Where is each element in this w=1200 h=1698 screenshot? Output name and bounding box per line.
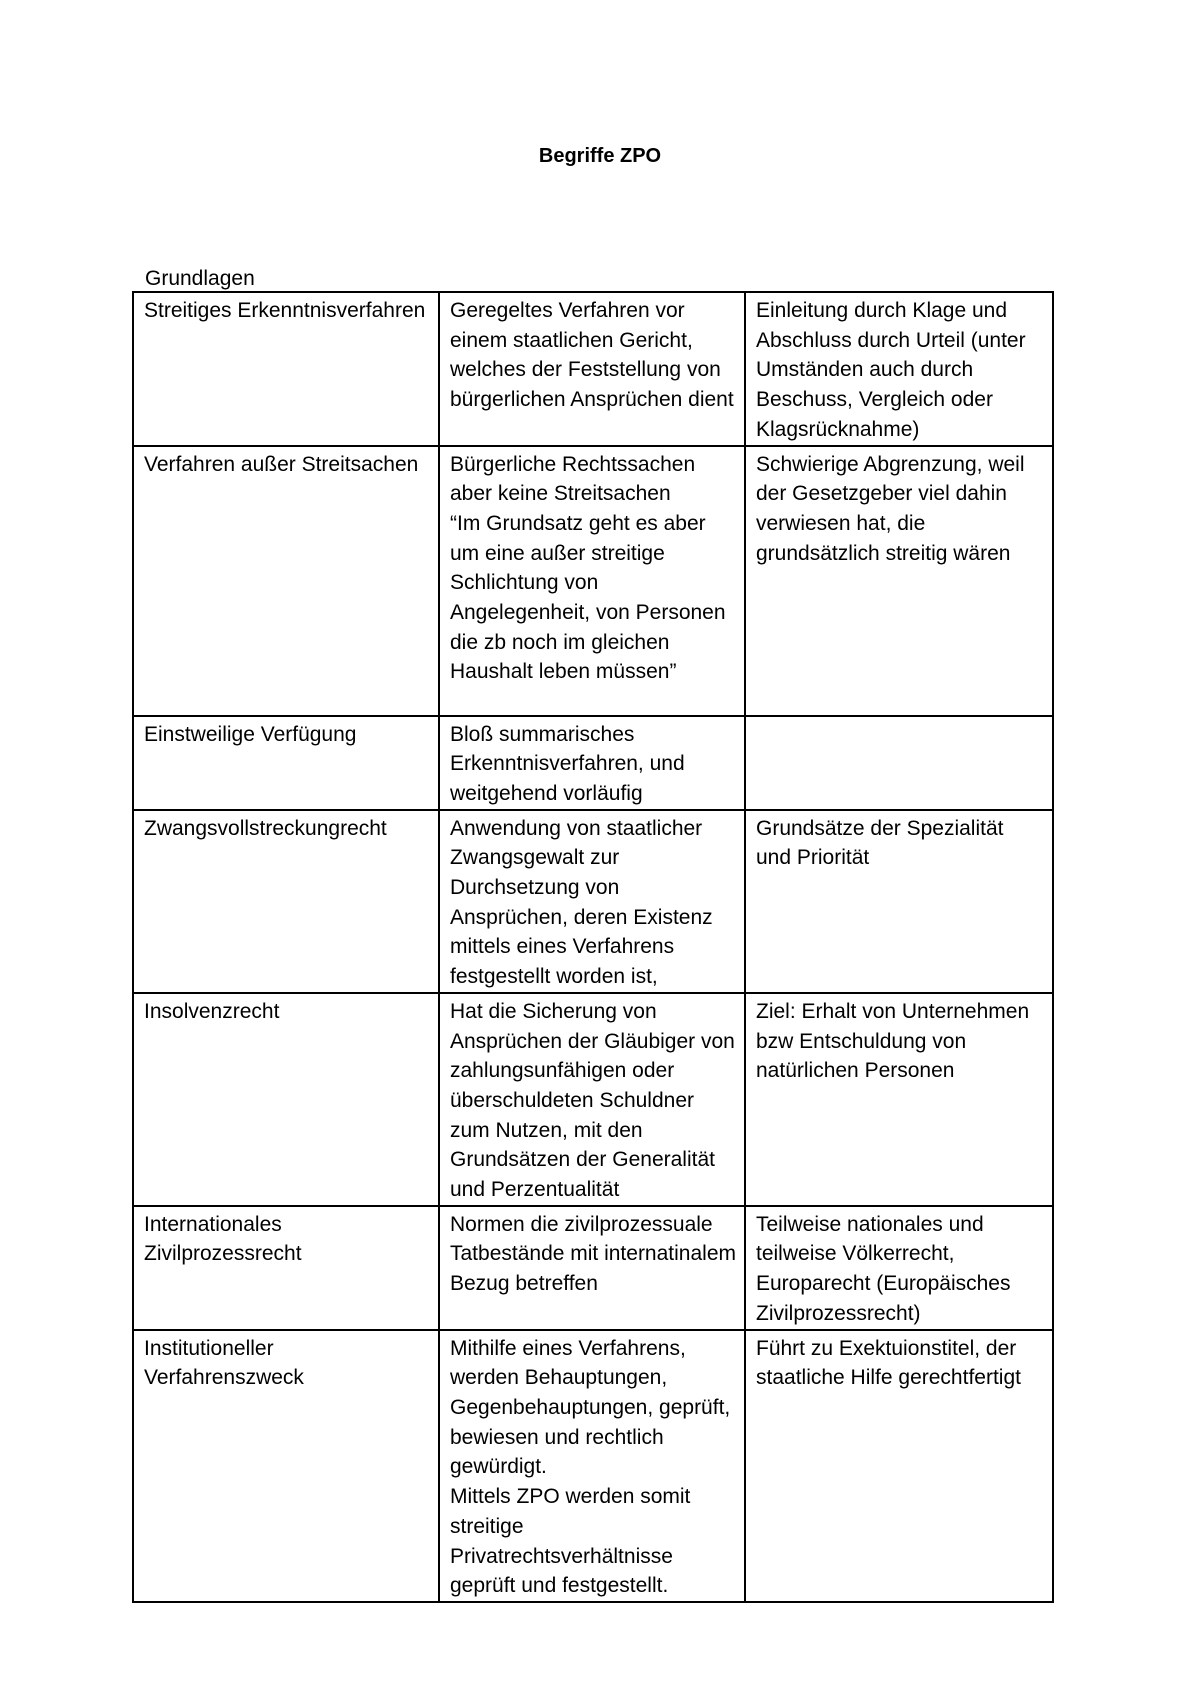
section-heading: Grundlagen — [145, 267, 255, 290]
term-cell: Zwangsvollstreckungrecht — [133, 810, 439, 993]
table-row — [133, 446, 1053, 716]
definition-cell: Anwendung von staatlicher Zwangsgewalt zur Durchsetzung von Ansprüchen, deren Existenz mittels eines Verfahrens festgestellt worden ist, — [439, 810, 745, 993]
note-cell: Teilweise nationales und teilweise Völkerrecht, Europarecht (Europäisches Zivilprozessrecht) — [745, 1206, 1053, 1330]
term-cell: Internationales Zivilprozessrecht — [133, 1206, 439, 1330]
term-cell: Streitiges Erkenntnisverfahren — [133, 292, 439, 446]
definition-cell: Hat die Sicherung von Ansprüchen der Gläubiger von zahlungsunfähigen oder überschuldeten Schuldner zum Nutzen, mit den Grundsätzen der Generalität und Perzentualität — [439, 993, 745, 1206]
note-cell: Führt zu Exektuionstitel, der staatliche Hilfe gerechtfertigt — [745, 1330, 1053, 1602]
definition-cell: Mithilfe eines Verfahrens, werden Behauptungen, Gegenbehauptungen, geprüft, bewiesen und rechtlich gewürdigt. Mittels ZPO werden somit streitige Privatrechtsverhältnisse geprüft und festgestellt. — [439, 1330, 745, 1602]
note-cell: Grundsätze der Spezialität und Priorität — [745, 810, 1053, 993]
page-title: Begriffe ZPO — [538, 145, 662, 167]
term-cell: Einstweilige Verfügung — [133, 716, 439, 810]
note-cell: Einleitung durch Klage und Abschluss durch Urteil (unter Umständen auch durch Beschuss, Vergleich oder Klagsrücknahme) — [745, 292, 1053, 446]
note-cell — [745, 716, 1053, 810]
definition-cell: Geregeltes Verfahren vor einem staatlichen Gericht, welches der Feststellung von bürgerlichen Ansprüchen dient — [439, 292, 745, 446]
definition-cell: Bloß summarisches Erkenntnisverfahren, und weitgehend vorläufig — [439, 716, 745, 810]
table-row — [133, 292, 1053, 446]
term-cell: Insolvenzrecht — [133, 993, 439, 1206]
table-row — [133, 810, 1053, 993]
definition-cell: Normen die zivilprozessuale Tatbestände mit internatinalem Bezug betreffen — [439, 1206, 745, 1330]
table-row — [133, 993, 1053, 1206]
table-row — [133, 1206, 1053, 1330]
table-row — [133, 1330, 1053, 1602]
definition-cell: Bürgerliche Rechtssachen aber keine Streitsachen “Im Grundsatz geht es aber um eine außer streitige Schlichtung von Angelegenheit, von Personen die zb noch im gleichen Haushalt leben müssen” — [439, 446, 745, 716]
note-cell: Ziel: Erhalt von Unternehmen bzw Entschuldung von natürlichen Personen — [745, 993, 1053, 1206]
terms-table — [132, 291, 1054, 1603]
note-cell: Schwierige Abgrenzung, weil der Gesetzgeber viel dahin verwiesen hat, die grundsätzlich streitig wären — [745, 446, 1053, 716]
table-row — [133, 716, 1053, 810]
term-cell: Verfahren außer Streitsachen — [133, 446, 439, 716]
term-cell: Institutioneller Verfahrenszweck — [133, 1330, 439, 1602]
